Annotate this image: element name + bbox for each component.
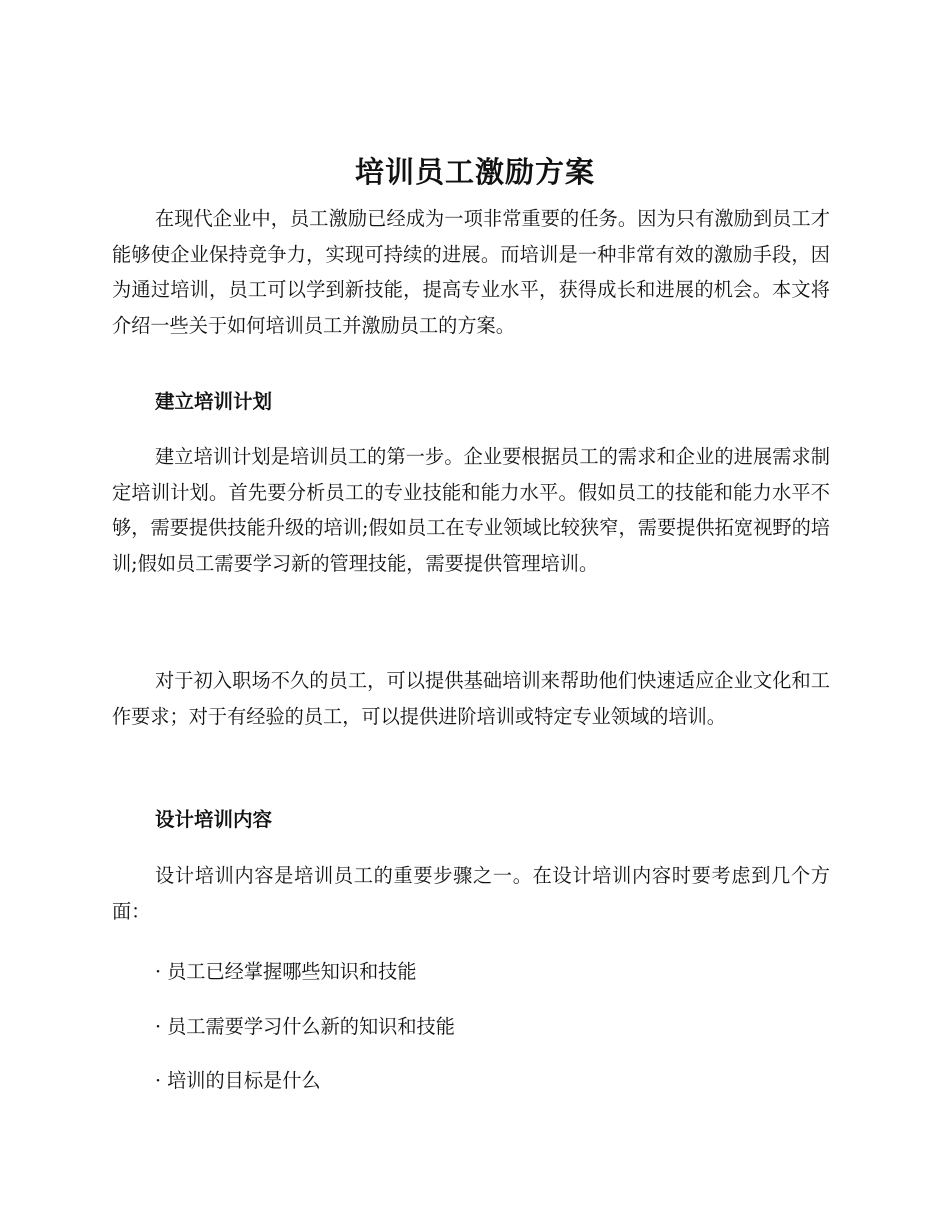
section-heading-training-plan: 建立培训计划 (155, 390, 273, 413)
list-item-text: 培训的目标是什么 (167, 1069, 321, 1092)
training-plan-paragraph-2: 对于初入职场不久的员工，可以提供基础培训来帮助他们快速适应企业文化和工作要求；对于有经验的员工，可以提供进阶培训或特定专业领域的培训。 (112, 669, 830, 728)
list-item-text: 员工已经掌握哪些知识和技能 (167, 960, 417, 983)
document-title: 培训员工激励方案 (354, 155, 595, 189)
list-item (155, 957, 417, 987)
training-content-paragraph: 设计培训内容是培训员工的重要步骤之一。在设计培训内容时要考虑到几个方面： (112, 864, 830, 923)
section-heading-training-content: 设计培训内容 (155, 808, 273, 831)
intro-paragraph: 在现代企业中，员工激励已经成为一项非常重要的任务。因为只有激励到员工才能够使企业保持竞争力，实现可持续的进展。而培训是一种非常有效的激励手段，因为通过培训，员工可以学到新技能，提高专业水平，获得成长和进展的机会。本文将介绍一些关于如何培训员工并激励员工的方案。 (112, 207, 830, 337)
bullet-dot-icon: · (155, 1069, 162, 1092)
list-item-text: 员工需要学习什么新的知识和技能 (167, 1015, 455, 1038)
training-plan-paragraph-1: 建立培训计划是培训员工的第一步。企业要根据员工的需求和企业的进展需求制定培训计划。首先要分析员工的专业技能和能力水平。假如员工的技能和能力水平不够，需要提供技能升级的培训;假如员工在专业领域比较狭窄，需要提供拓宽视野的培训;假如员工需要学习新的管理技能，需要提供管理培训。 (112, 445, 830, 575)
list-item (155, 1012, 455, 1042)
bullet-dot-icon: · (155, 960, 162, 983)
bullet-dot-icon: · (155, 1015, 162, 1038)
list-item (155, 1066, 321, 1096)
